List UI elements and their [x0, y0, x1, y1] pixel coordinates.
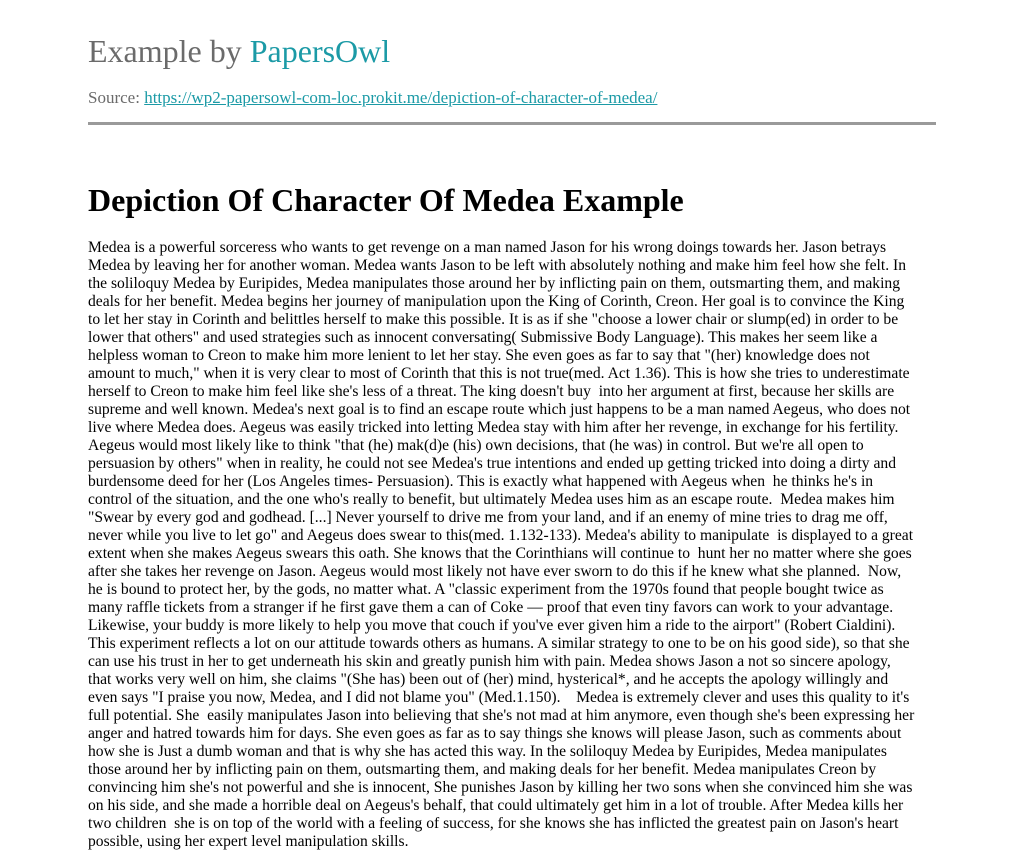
article-body-line: persuasion by others" when in reality, he could not see Medea's true intentions and ended up getting tricked into doing a dirty and: [88, 455, 897, 472]
article-body-line: never while you live to let go" and Aegeus does swear to this(med. 1.132-133). Medea's ability to manipulate is displayed to a great: [88, 527, 914, 544]
article-body-line: convincing him she's not powerful and she is innocent, She punishes Jason by killing her two sons when she convinced him she was: [88, 779, 913, 796]
article-body-line: live where Medea does. Aegeus was easily tricked into letting Medea stay with him after her revenge, in exchange for his fertility.: [88, 419, 899, 436]
article-body-line: "Swear by every god and godhead. [...] Never yourself to drive me from your land, and if an enemy of mine tries to drag me off,: [88, 509, 888, 526]
article-body-line: deals for her benefit. Medea begins her journey of manipulation upon the King of Corinth, Creon. Her goal is to convince the King: [88, 293, 905, 310]
article-body-line: extent when she makes Aegeus swears this oath. She knows that the Corinthians will continue to hunt her no matter where she goes: [88, 545, 912, 562]
article-body-line: that works very well on him, she claims "(She has) been out of (her) mind, hysterical*, and he accepts the apology willingly and: [88, 671, 889, 688]
article-body-line: possible, using her expert level manipulation skills.: [88, 833, 409, 850]
article-body-line: control of the situation, and the one who's really to benefit, but ultimately Medea uses him as an escape route. Medea makes him: [88, 491, 895, 508]
article-body-line: those around her by inflicting pain on them, outsmarting them, and making deals for her benefit. Medea manipulates Creon by: [88, 761, 877, 778]
source-line: [88, 88, 657, 108]
article-body-line: two children she is on top of the world with a feeling of success, for she knows she has inflicted the greatest pain on Jason's heart: [88, 815, 899, 832]
article-body-line: Medea by leaving her for another woman. Medea wants Jason to be left with absolutely nothing and make him feel how she felt. In: [88, 257, 907, 274]
article-body-line: supreme and well known. Medea's next goal is to find an escape route which just happens to be a man named Aegeus, who does not: [88, 401, 911, 418]
brand-name-link[interactable]: PapersOwl: [249, 33, 391, 69]
article-body-line: full potential. She easily manipulates Jason into believing that she's not mad at him anymore, even though she's been expressing her: [88, 707, 915, 724]
brand-prefix: Example by: [88, 33, 250, 69]
article-body-line: anger and hatred towards him for days. She even goes as far as to say things she knows will please Jason, such as comments about: [88, 725, 902, 742]
article-body-line: lower that others" and used strategies such as innocent conversating( Submissive Body Language). This makes her seem like a: [88, 329, 878, 346]
article-body-line: Aegeus would most likely like to think "that (he) mak(d)e (his) own decisions, that (he was) in control. But we're all open to: [88, 437, 864, 454]
source-url-link[interactable]: https://wp2-papersowl-com-loc.prokit.me/depiction-of-character-of-medea/: [144, 88, 658, 107]
article-body-line: Medea is a powerful sorceress who wants to get revenge on a man named Jason for his wrong doings towards her. Jason betrays: [88, 239, 887, 256]
brand-heading: [88, 33, 390, 69]
header-divider: [88, 122, 936, 125]
article-body-line: the soliloquy Medea by Euripides, Medea manipulates those around her by inflicting pain on them, outsmarting them, and making: [88, 275, 901, 292]
article-body-line: after she takes her revenge on Jason. Aegeus would most likely not have ever sworn to do this if he knew what she planned. Now,: [88, 563, 902, 580]
article-body-line: Likewise, your buddy is more likely to help you move that couch if you've ever given him a ride to the airport" (Robert Cialdini).: [88, 617, 896, 634]
article-body-line: many raffle tickets from a stranger if he first gave them a can of Coke — proof that even tiny favors can work to your advantage.: [88, 599, 894, 616]
article-title: Depiction Of Character Of Medea Example: [88, 182, 684, 218]
article-body-line: herself to Creon to make him feel like she's less of a threat. The king doesn't buy into her argument at first, because her skills are: [88, 383, 895, 400]
article-body-line: burdensome deed for her (Los Angeles times- Persuasion). This is exactly what happened with Aegeus when he thinks he's in: [88, 473, 874, 490]
article-body-line: on his side, and she made a horrible deal on Aegeus's behalf, that could ultimately get him in a lot of trouble. After Medea kills her: [88, 797, 904, 814]
article-body-line: helpless woman to Creon to make him more lenient to let her stay. She even goes as far to say that "(her) knowledge does not: [88, 347, 870, 364]
article-body-line: amount to much," when it is very clear to most of Corinth that this is not true(med. Act 1.36). This is how she tries to underestimate: [88, 365, 910, 382]
article-body-line: to let her stay in Corinth and belittles herself to make this possible. It is as if she "choose a lower chair or slump(ed) in order to be: [88, 311, 899, 328]
source-label: Source:: [88, 88, 145, 107]
article-body-line: how she is Just a dumb woman and that is why she has acted this way. In the soliloquy Medea by Euripides, Medea manipulates: [88, 743, 887, 760]
article-body: [88, 239, 936, 851]
article-body-line: This experiment reflects a lot on our attitude towards others as humans. A similar strategy to one to be on his good side), so that she: [88, 635, 910, 652]
article-body-line: he is bound to protect her, by the gods, no matter what. A "classic experiment from the 1970s found that people bought twice as: [88, 581, 884, 598]
article-body-line: even says "I praise you now, Medea, and I did not blame you" (Med.1.150). Medea is extremely clever and uses this quality to it's: [88, 689, 910, 706]
article-body-line: can use his trust in her to get underneath his skin and greatly punish him with pain. Medea shows Jason a not so sincere apology,: [88, 653, 891, 670]
